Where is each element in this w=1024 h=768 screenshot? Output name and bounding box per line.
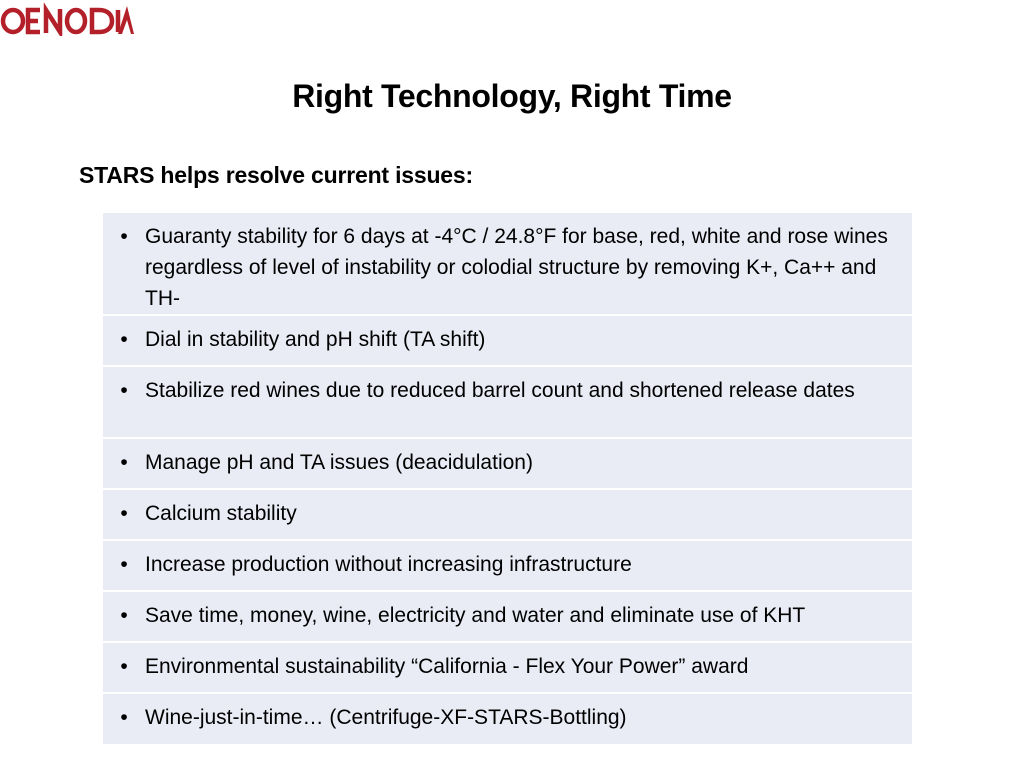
row-text: Stabilize red wines due to reduced barrel count and shortened release dates (145, 379, 855, 402)
bullet-marker: • (120, 604, 128, 627)
row-text: Calcium stability (145, 502, 297, 525)
table-row (103, 694, 912, 744)
table-row (103, 541, 912, 592)
row-text: Dial in stability and pH shift (TA shift) (145, 328, 486, 351)
company-logo (0, 2, 134, 36)
row-text: Save time, money, wine, electricity and water and eliminate use of KHT (145, 604, 806, 627)
table-row (103, 643, 912, 694)
bullet-marker: • (120, 379, 128, 402)
row-text: Guaranty stability for 6 days at -4°C / 24.8°F for base, red, white and rose wines regardless of level of instability or colodial structure by removing K+, Ca++ and TH- (145, 225, 888, 310)
table-row (103, 592, 912, 643)
issues-table (103, 213, 912, 744)
row-text: Wine-just-in-time… (Centrifuge-XF-STARS-Bottling) (145, 706, 627, 729)
bullet-marker: • (120, 502, 128, 525)
row-text: Increase production without increasing infrastructure (145, 553, 632, 576)
table-row (103, 213, 912, 316)
bullet-marker: • (120, 706, 128, 729)
row-text: Manage pH and TA issues (deacidulation) (145, 451, 533, 474)
bullet-marker: • (120, 451, 128, 474)
slide-title: Right Technology, Right Time (292, 78, 732, 114)
bullet-marker: • (120, 655, 128, 678)
table-row (103, 439, 912, 490)
oenodia-logo-icon (0, 2, 134, 36)
table-row (103, 490, 912, 541)
slide-subtitle: STARS helps resolve current issues: (79, 162, 473, 188)
row-text: Environmental sustainability “California - Flex Your Power” award (145, 655, 749, 678)
bullet-marker: • (120, 225, 128, 248)
bullet-marker: • (120, 553, 128, 576)
table-row (103, 316, 912, 367)
bullet-marker: • (120, 328, 128, 351)
table-row (103, 367, 912, 439)
